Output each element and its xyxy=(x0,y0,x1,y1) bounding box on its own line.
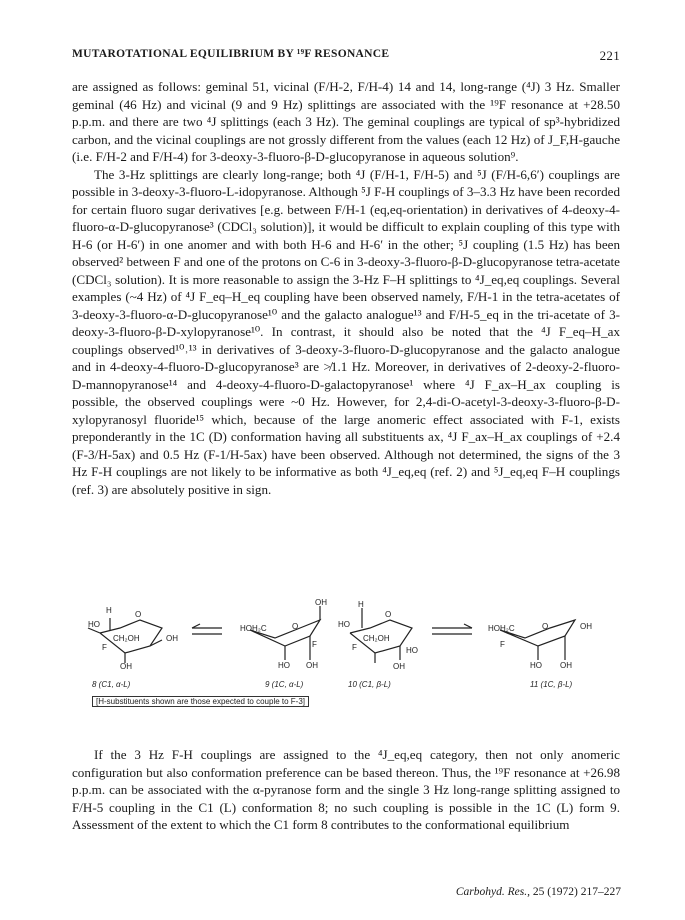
atom-label-ch2oh-10: CH₂OH xyxy=(363,634,390,643)
atom-label-o-11: O xyxy=(542,622,549,631)
atom-label-oh-11b: OH xyxy=(560,661,572,670)
atom-label-ho-11: HO xyxy=(530,661,542,670)
structure-label-9: 9 (1C, α-L) xyxy=(265,680,304,689)
atom-label-ho: HO xyxy=(88,620,100,629)
atom-label-oh-10: OH xyxy=(393,662,405,671)
journal-footer xyxy=(456,886,621,898)
atom-label-oh-9b: OH xyxy=(306,661,318,670)
structure-label-8: 8 (C1, α-L) xyxy=(92,680,131,689)
structure-9-drawing xyxy=(250,606,320,660)
atom-label-oh-9: OH xyxy=(315,598,327,607)
conformation-structures-drawing xyxy=(80,598,640,728)
paragraph-conformation-assignment: If the 3 Hz F-H couplings are assigned to the ⁴J_eq,eq category, then not only anomeric configuration but also conformation preference can be based thereon. Thus, the ¹⁹F resonance at +26.98 p.p.m. can be associated with the α-pyranose form and the single 3 Hz long-range splitting assigned to F/H-5 coupling in the C1 (L) conformation 8; no such coupling is possible in the 1C (L) form 9. Assessment of the extent to which the C1 form 8 contributes to the conformational equilibrium xyxy=(72,747,620,832)
atom-label-f-10: F xyxy=(352,643,357,652)
conformation-scheme xyxy=(80,598,640,728)
atom-label-f-11: F xyxy=(500,640,505,649)
running-head xyxy=(72,48,620,63)
atom-label-hoh2c-11: HOH₂C xyxy=(488,624,515,633)
atom-label-h: H xyxy=(106,606,112,615)
paragraph-long-range-splittings: The 3-Hz splittings are clearly long-range; both ⁴J (F/H-1, F/H-5) and ⁵J (F/H-6,6′) couplings are possible in 3-deoxy-3-fluoro-L-idopyranose. Although ⁵J F-H couplings of 3–3.3 Hz have been recorded for certain fluoro sugar derivatives [e.g. between F/H-1 (eq,eq-orientation) in derivatives of 4-deoxy-4-fluoro-α-D-glucopyranose³ (CDCl₃ solution)], it would be difficult to explain coupling of this type with H-6 (or H-6′) in one anomer and with both H-6 and H-6′ in the other; ⁵J coupling (1.5 Hz) has been observed² between F and one of the protons on C-6 in 3-deoxy-3-fluoro-β-D-glucopyranose tetra-acetate (CDCl₃ solution). It is more reasonable to assign the 3-Hz F–H splittings to ⁴J_eq,eq couplings. Several examples (~4 Hz) of ⁴J F_eq–H_eq coupling have been observed namely, F/H-1 in the tetra-acetates of 3-deoxy-3-fluoro-α-D-glucopyranose¹⁰ and the galacto analogue¹³ and F/H-5_eq in the tri-acetate of 3-deoxy-3-fluoro-β-D-xylopyranose¹⁰. In contrast, it should also be noted that the ⁴J F_eq–H_ax couplings observed¹⁰˒¹³ in derivatives of 3-deoxy-3-fluoro-D-glucopyranose and the galacto analogue and in 4-deoxy-4-fluoro-D-glucopyranose³ are ≯1.1 Hz. Moreover, in derivatives of 2-deoxy-2-fluoro-D-mannopyranose¹⁴ and 4-deoxy-4-fluoro-D-galactopyranose¹ where ⁴J F_ax–H_ax coupling is possible, the observed couplings were ~0 Hz. However, for 2,4-di-O-acetyl-3-deoxy-3-fluoro-β-D-xylopyranosyl fluoride¹⁵ which, because of the large anomeric effect associated with F-1, exists preponderantly in the 1C (D) conformation having all substituents ax, ⁴J F_ax–H_ax couplings of +2.4 (F-3/H-5ax) and 0.5 Hz (F-1/H-5ax) have been observed. Although not determined, the signs of the 3 Hz F-H couplings are not likely to be informative as both ⁴J_eq,eq (ref. 2) and ⁵J_eq,eq F–H couplings (ref. 3) are absolutely positive in sign. xyxy=(72,166,620,497)
atom-label-oh: OH xyxy=(166,634,178,643)
journal-citation: 25 (1972) 217–227 xyxy=(532,886,621,898)
structure-label-11: 11 (1C, β-L) xyxy=(530,680,573,689)
atom-label-ch2oh: CH₂OH xyxy=(113,634,140,643)
atom-label-h-10: H xyxy=(358,600,364,609)
body-text-lower xyxy=(72,746,620,834)
page-number: 221 xyxy=(599,48,620,63)
atom-label-o-9: O xyxy=(292,622,299,631)
paragraph-continuation: are assigned as follows: geminal 51, vicinal (F/H-2, F/H-4) 14 and 14, long-range (⁴J) 3 Hz. Smaller geminal (46 Hz) and vicinal (9 and 9 Hz) splittings are associated with the ¹⁹F resonance at +28.50 p.p.m. and there are two ⁴J splittings (each 3 Hz). The geminal couplings are typical of sp³-hybridized carbon, and the vicinal couplings are not grossly different from the values (each 12 Hz) of J_F,H-gauche (i.e. F/H-2 and F/H-4) for 3-deoxy-3-fluoro-β-D-glucopyranose in aqueous solution⁹. xyxy=(72,79,620,164)
body-text-upper xyxy=(72,78,620,498)
atom-label-f: F xyxy=(102,643,107,652)
figure-caption: [H-substituents shown are those expected to couple to F-3] xyxy=(92,696,309,707)
atom-label-f-9: F xyxy=(312,640,317,649)
atom-label-hoh2c: HOH₂C xyxy=(240,624,267,633)
atom-label-o-10: O xyxy=(385,610,392,619)
atom-label-ho-9: HO xyxy=(278,661,290,670)
journal-name: Carbohyd. Res., xyxy=(455,886,530,898)
atom-label-oh-2: OH xyxy=(120,662,132,671)
atom-label-ho-10b: HO xyxy=(406,646,418,655)
atom-label-o: O xyxy=(135,610,142,619)
atom-label-oh-11: OH xyxy=(580,622,592,631)
atom-label-ho-10: HO xyxy=(338,620,350,629)
structure-label-10: 10 (C1, β-L) xyxy=(348,680,391,689)
running-title: MUTAROTATIONAL EQUILIBRIUM BY ¹⁹F RESONANCE xyxy=(72,48,390,60)
